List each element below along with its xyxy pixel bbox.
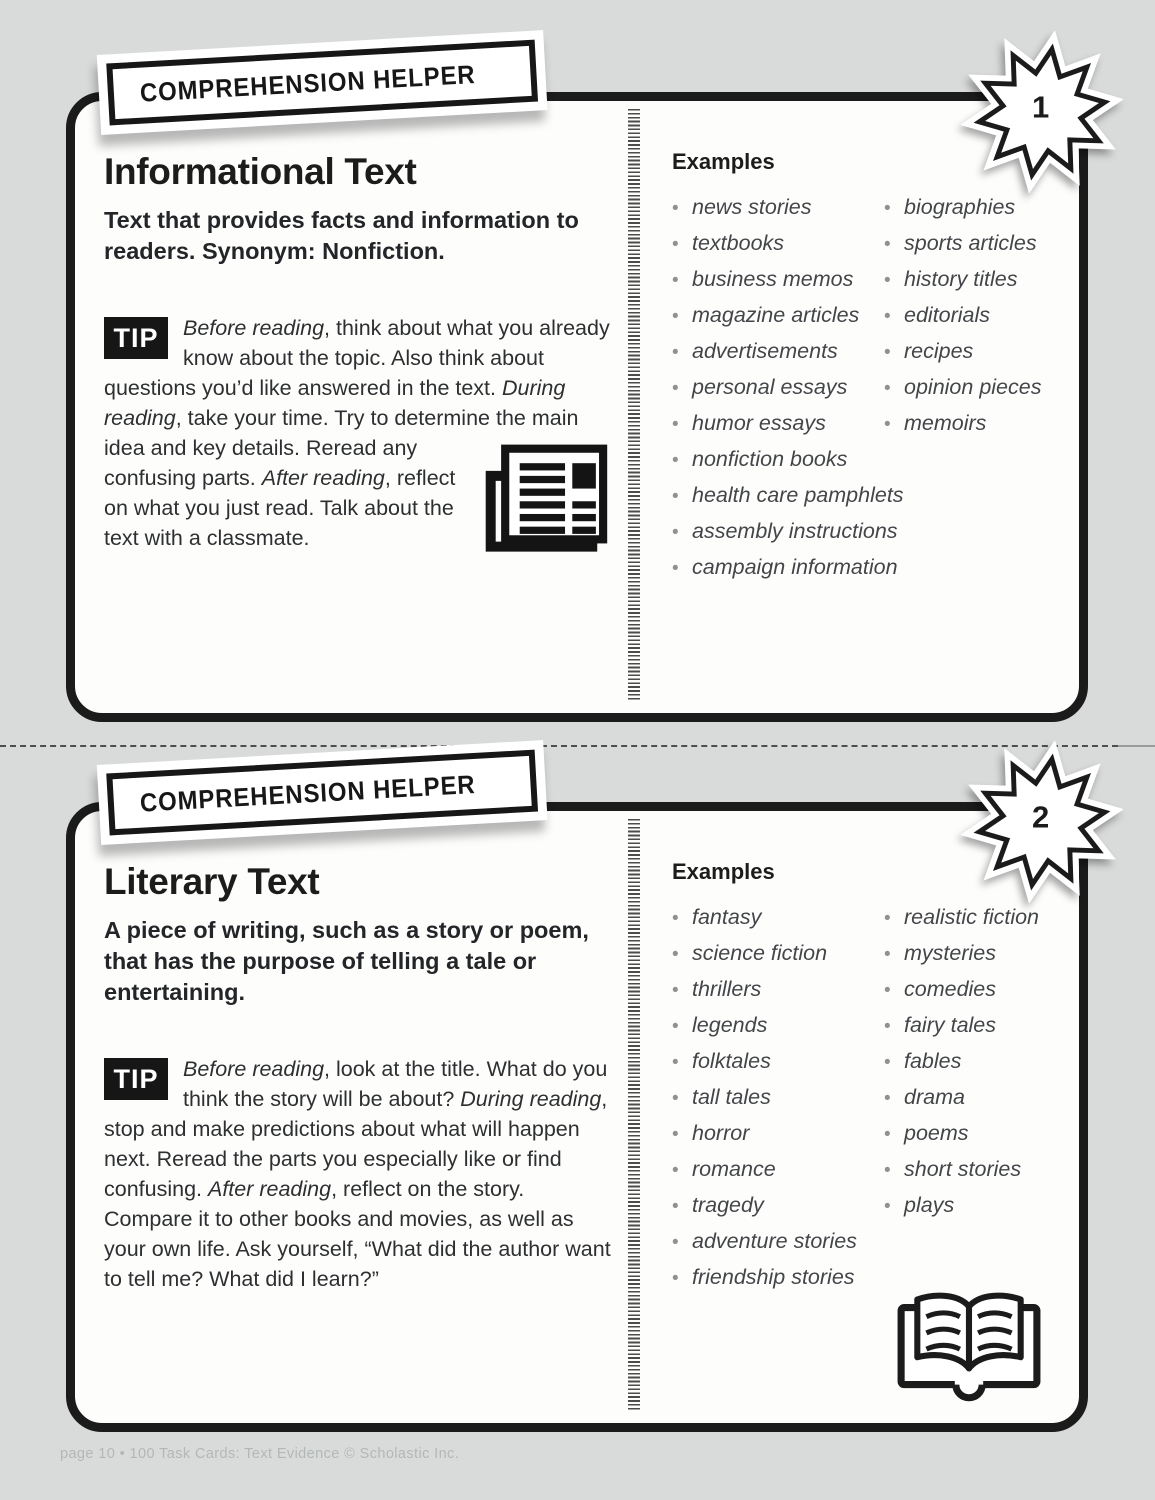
example-item-label: humor essays [692,411,826,435]
example-item-label: business memos [692,267,854,291]
bullet-icon [672,304,692,329]
tip-text-italic: During reading [460,1087,602,1111]
badge-label: COMPREHENSION HELPER [139,768,477,818]
example-item-label: biographies [904,195,1016,219]
bullet-icon [884,340,904,365]
comprehension-helper-badge [97,30,548,135]
example-item-label: opinion pieces [904,375,1042,399]
bullet-icon [884,978,904,1003]
example-item [672,555,1074,581]
example-item [884,1049,1074,1075]
example-item-label: drama [904,1085,965,1109]
tip-text: , reflect on what you just read. Talk about the text with a classmate. [104,466,456,550]
example-item-label: science fiction [692,941,828,965]
bullet-icon [884,412,904,437]
card-number-star [961,31,1123,193]
example-item [884,941,1074,967]
example-item-label: tragedy [692,1193,764,1217]
example-item [884,1013,1074,1039]
bullet-icon [672,942,692,967]
card-examples-column [672,859,1074,1301]
examples-two-column-list [672,195,1074,447]
example-item [672,303,884,329]
example-item [672,195,884,221]
tip-text: , stop and make predictions about what will happen next. Reread the parts you especially like or find confusing. [104,1087,608,1201]
example-item-label: editorials [904,303,991,327]
bullet-icon [672,412,692,437]
example-item-label: nonfiction books [692,447,848,471]
tip-text-italic: Before reading [183,1057,325,1081]
bullet-icon [672,978,692,1003]
example-item [884,375,1074,401]
bullet-icon [672,1014,692,1039]
example-item-label: short stories [904,1157,1022,1181]
card-number: 2 [1031,799,1050,835]
bullet-icon [884,1158,904,1183]
bullet-icon [672,196,692,221]
card-subtitle: Text that provides facts and information to readers. Synonym: Nonfiction. [104,207,579,264]
bullet-icon [672,376,692,401]
example-item [884,339,1074,365]
example-item-label: adventure stories [692,1229,857,1253]
tip-badge: TIP [104,1058,168,1100]
card-number: 1 [1031,89,1050,125]
bullet-icon [672,484,692,509]
example-item-label: comedies [904,977,997,1001]
example-item-label: textbooks [692,231,785,255]
example-item-label: campaign information [692,555,898,579]
dashed-cut-line [0,745,1118,747]
tip-text-italic: After reading [207,1177,332,1201]
bullet-icon [884,268,904,293]
bullet-icon [884,1122,904,1147]
comprehension-card-2 [66,768,1088,1432]
example-item-label: realistic fiction [904,905,1040,929]
page-footer: page 10 • 100 Task Cards: Text Evidence © Scholastic Inc. [60,1446,460,1462]
card-title: Informational Text [104,151,417,192]
example-item [672,1085,884,1111]
example-item-label: tall tales [692,1085,771,1109]
example-item [672,905,884,931]
badge-label: COMPREHENSION HELPER [139,58,477,108]
bullet-icon [672,520,692,545]
tip-section [104,1054,614,1294]
example-item [672,447,1074,473]
example-item [884,1157,1074,1183]
examples-heading: Examples [672,149,775,174]
bullet-icon [672,1194,692,1219]
bullet-icon [884,232,904,257]
example-item-label: advertisements [692,339,838,363]
example-item-label: romance [692,1157,776,1181]
bullet-icon [884,1050,904,1075]
example-item-label: mysteries [904,941,996,965]
bullet-icon [672,1050,692,1075]
comprehension-helper-badge [97,740,548,845]
tip-text: any confusing parts. [104,436,418,490]
example-item-label: personal essays [692,375,848,399]
example-item-label: fairy tales [904,1013,997,1037]
example-item-label: folktales [692,1049,771,1073]
bullet-icon [884,196,904,221]
tip-text: , take your time. Try to determine the main idea and key details. Reread [104,406,579,460]
example-item [672,977,884,1003]
bullet-icon [884,906,904,931]
card-left-column [104,151,614,557]
example-item-label: history titles [904,267,1018,291]
bullet-icon [672,1158,692,1183]
bullet-icon [672,268,692,293]
tip-text: , look at the title. What do you think the story will be about? [183,1057,608,1111]
example-item-label: horror [692,1121,750,1145]
example-item [672,483,1074,509]
examples-two-column-list [672,905,1074,1229]
example-item [884,231,1074,257]
example-item [672,411,884,437]
badge-inner-frame [106,750,538,836]
example-item-label: friendship stories [692,1265,855,1289]
tip-text-italic: Before reading [183,316,325,340]
tip-text: , reflect on the story. Compare it to other books and movies, as well as your own life. Ask yourself, “What did the author want to tell me? What did I learn?” [104,1177,611,1291]
example-item-label: magazine articles [692,303,860,327]
card-title: Literary Text [104,861,320,902]
example-item [884,977,1074,1003]
tip-text-italic: During reading [104,376,566,430]
cut-line-end [1118,745,1155,747]
open-book-icon [893,1275,1045,1405]
bullet-icon [672,1086,692,1111]
bullet-icon [672,1266,692,1291]
example-item [884,267,1074,293]
tip-section [104,313,614,557]
example-item-label: health care pamphlets [692,483,904,507]
bullet-icon [884,1086,904,1111]
example-item [672,267,884,293]
example-item-label: fables [904,1049,962,1073]
example-item-label: recipes [904,339,974,363]
example-item [672,1049,884,1075]
perforation-divider [628,819,640,1411]
example-item [672,1193,884,1219]
bullet-icon [884,942,904,967]
example-item [672,1229,1074,1255]
example-item [884,1085,1074,1111]
bullet-icon [672,448,692,473]
perforation-divider [628,109,640,701]
tip-text-italic: After reading [261,466,385,490]
example-item-label: news stories [692,195,812,219]
card-number-star [961,741,1123,903]
example-item-label: assembly instructions [692,519,898,543]
example-item-label: fantasy [692,905,762,929]
example-item [884,195,1074,221]
example-item [672,339,884,365]
tip-text: , think about what you already know about the topic. Also think about questions you’d like answered in the text. [104,316,610,400]
newspaper-icon [478,441,614,557]
example-item [884,411,1074,437]
bullet-icon [884,376,904,401]
example-item-label: thrillers [692,977,762,1001]
bullet-icon [884,1014,904,1039]
card-left-column [104,861,614,1294]
example-item [672,941,884,967]
example-item [884,905,1074,931]
example-item [884,303,1074,329]
example-item [672,1157,884,1183]
examples-heading: Examples [672,859,775,884]
example-item-label: plays [904,1193,955,1217]
example-item [884,1193,1074,1219]
bullet-icon [672,1230,692,1255]
example-item-label: legends [692,1013,768,1037]
card-examples-column [672,149,1074,591]
bullet-icon [884,1194,904,1219]
bullet-icon [672,1122,692,1147]
card-subtitle: A piece of writing, such as a story or poem, that has the purpose of telling a tale or entertaining. [104,917,589,1005]
examples-full-width-list [672,447,1074,581]
tip-badge: TIP [104,317,168,359]
example-item [672,519,1074,545]
example-item [672,1013,884,1039]
example-item [672,1121,884,1147]
example-item-label: sports articles [904,231,1037,255]
badge-inner-frame [106,40,538,126]
example-item-label: poems [904,1121,969,1145]
example-item [884,1121,1074,1147]
bullet-icon [672,906,692,931]
example-item-label: memoirs [904,411,987,435]
bullet-icon [884,304,904,329]
example-item [672,375,884,401]
bullet-icon [672,340,692,365]
example-item [672,231,884,257]
comprehension-card-1 [66,58,1088,722]
bullet-icon [672,232,692,257]
bullet-icon [672,556,692,581]
